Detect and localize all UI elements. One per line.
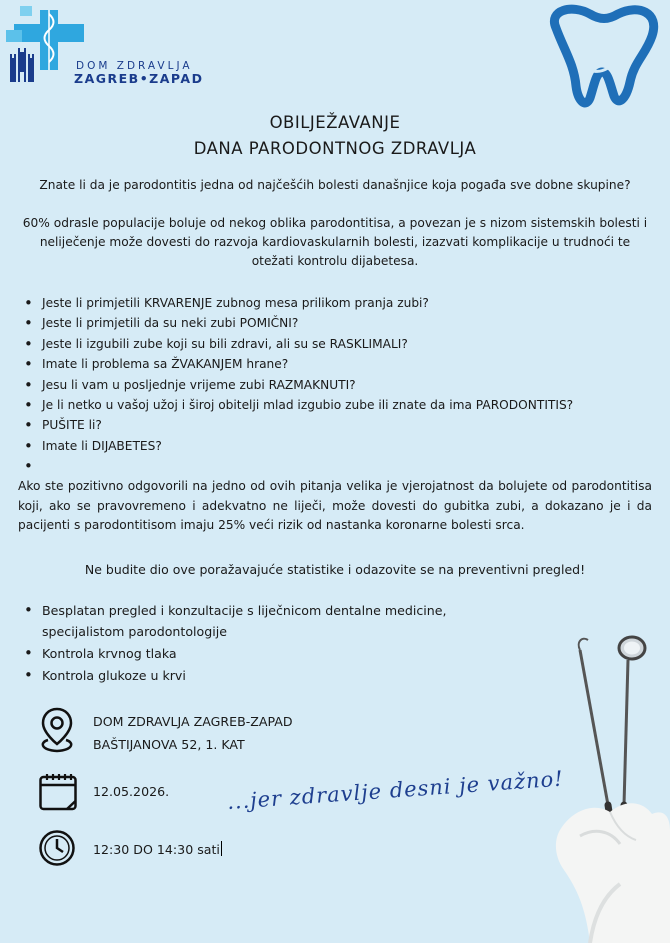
event-time — [93, 841, 222, 857]
page-title-line1: OBILJEŽAVANJE — [269, 113, 401, 132]
dental-mirror-icon — [520, 630, 670, 943]
gloved-hand — [556, 803, 670, 943]
list-item: • Jeste li primjetili da su neki zubi POMIČNI? — [24, 313, 573, 333]
logo-line2: ZAGREB•ZAPAD — [74, 71, 204, 86]
list-item: • Jeste li izgubili zube koji su bili zdravi, ali su se RASKLIMALI? — [24, 334, 573, 354]
service-item-blood-pressure: • Kontrola krvnog tlaka — [24, 643, 447, 664]
dom-zdravlja-logo — [6, 4, 216, 86]
list-item-empty — [24, 456, 573, 476]
list-item: • Jeste li primjetili KRVARENJE zubnog mesa prilikom pranja zubi? — [24, 293, 573, 313]
location-line1: DOM ZDRAVLJA ZAGREB-ZAPAD — [93, 714, 293, 729]
calendar-icon — [38, 772, 78, 812]
list-item: • Imate li problema sa ŽVAKANJEM hrane? — [24, 354, 573, 374]
call-to-action: Ne budite dio ove poražavajuće statistike i odazovite se na preventivni pregled! — [84, 562, 586, 577]
service-item-exam — [24, 600, 447, 642]
symptom-questions-list — [24, 293, 573, 477]
location-line2: BAŠTIJANOVA 52, 1. KAT — [93, 737, 245, 752]
tooth-icon — [542, 2, 664, 110]
risk-paragraph: Ako ste pozitivno odgovorili na jedno od ovih pitanja velika je vjerojatnost da bolujete od parodontitisa koji, ako se pravovremeno i adekvatno ne liječi, može dovesti do gubitka zubi, a dokazano je i da pacijenti s parodontitisom imaju 25% veći rizik od nastanka koronarne bolesti srca. — [18, 479, 652, 532]
page-title-line2: DANA PARODONTNOG ZDRAVLJA — [193, 139, 477, 158]
slogan: ...jer zdravlje desni je važno! — [226, 766, 565, 814]
service-item-exam-line2: specijalistom parodontologije — [42, 624, 228, 639]
logo-line1: DOM ZDRAVLJA — [76, 60, 193, 72]
event-date: 12.05.2026. — [93, 784, 170, 799]
list-item: • PUŠITE li? — [24, 415, 573, 435]
service-item-exam-line1: Besplatan pregled i konzultacije s liječnicom dentalne medicine, — [42, 603, 447, 618]
services-list — [24, 600, 447, 687]
text-cursor — [221, 841, 222, 856]
list-item: • Imate li DIJABETES? — [24, 436, 573, 456]
list-item: • Je li netko u vašoj užoj i široj obitelji mlad izgubio zube ili znate da ima PARODONTITIS? — [24, 395, 573, 415]
clock-icon — [38, 829, 76, 867]
intro-question: Znate li da je parodontitis jedna od najčešćih bolesti današnjice koja pogađa sve dobne skupine? — [39, 178, 631, 192]
event-time-text: 12:30 DO 14:30 sati — [93, 842, 220, 857]
service-item-glucose: • Kontrola glukoze u krvi — [24, 665, 447, 686]
location-pin-icon — [38, 706, 76, 754]
intro-statistics: 60% odrasle populacije boluje od nekog oblika parodontitisa, a povezan je s nizom sistemskih bolesti i neliječenje može dovesti do razvoja kardiovaskularnih bolesti, izazvati komplikacije u trudnoći te otežati kontrolu dijabetesa. — [22, 216, 648, 268]
list-item: • Jesu li vam u posljednje vrijeme zubi RAZMAKNUTI? — [24, 375, 573, 395]
